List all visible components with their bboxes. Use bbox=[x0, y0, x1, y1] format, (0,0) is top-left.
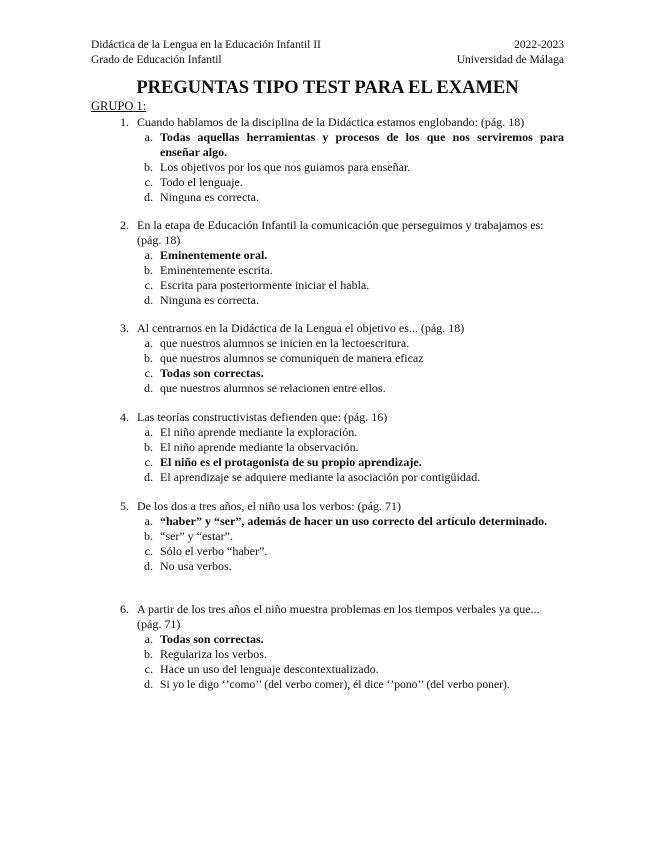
option-letter: c. bbox=[144, 278, 153, 292]
option-b bbox=[91, 263, 564, 278]
option-a bbox=[91, 336, 564, 351]
option-a bbox=[91, 632, 564, 647]
option-letter: d. bbox=[144, 381, 153, 395]
question-1 bbox=[91, 115, 564, 205]
question-number: 3. bbox=[120, 321, 129, 335]
option-text: El niño aprende mediante la exploración. bbox=[160, 425, 358, 439]
option-b bbox=[91, 160, 564, 175]
option-letter: c. bbox=[144, 662, 153, 676]
option-c bbox=[91, 544, 564, 559]
option-letter: b. bbox=[144, 529, 153, 543]
option-b bbox=[91, 647, 564, 662]
question-number: 1. bbox=[120, 115, 129, 129]
option-letter: c. bbox=[144, 544, 153, 558]
option-a bbox=[91, 248, 564, 263]
option-text: Hace un uso del lenguaje descontextualizado. bbox=[160, 662, 379, 676]
option-b bbox=[91, 351, 564, 366]
degree-name: Grado de Educación Infantil bbox=[91, 54, 222, 66]
option-d bbox=[91, 677, 564, 692]
question-number: 4. bbox=[120, 410, 129, 424]
option-d bbox=[91, 293, 564, 308]
option-c bbox=[91, 278, 564, 293]
option-letter: b. bbox=[144, 263, 153, 277]
option-letter: b. bbox=[144, 351, 153, 365]
question-number: 2. bbox=[120, 218, 129, 232]
header-line-2 bbox=[91, 53, 564, 68]
option-text: No usa verbos. bbox=[160, 559, 232, 573]
option-c bbox=[91, 662, 564, 677]
question-text: En la etapa de Educación Infantil la comunicación que perseguimos y trabajamos es: (pág. 18) bbox=[137, 218, 544, 247]
option-letter: c. bbox=[144, 366, 153, 380]
option-text: Los objetivos por los que nos guiamos para enseñar. bbox=[160, 160, 411, 174]
option-letter: d. bbox=[144, 677, 153, 691]
option-letter: a. bbox=[144, 425, 153, 439]
option-b bbox=[91, 440, 564, 455]
question-text: Las teorías constructivistas defienden que: (pág. 16) bbox=[137, 410, 388, 424]
option-letter: c. bbox=[144, 455, 153, 469]
course-title: Didáctica de la Lengua en la Educación Infantil II bbox=[91, 39, 321, 51]
option-letter: b. bbox=[144, 160, 153, 174]
option-letter: d. bbox=[144, 293, 153, 307]
option-text: que nuestros alumnos se comuniquen de manera eficaz bbox=[160, 351, 424, 365]
question-number: 5. bbox=[120, 499, 129, 513]
option-text: que nuestros alumnos se inicien en la lectoescritura. bbox=[160, 336, 410, 350]
option-letter: b. bbox=[144, 440, 153, 454]
option-text: Si yo le digo ‘’como’’ (del verbo comer), él dice ‘’pono’’ (del verbo poner). bbox=[160, 678, 510, 691]
option-d bbox=[91, 381, 564, 396]
option-d bbox=[91, 190, 564, 205]
question-text: Cuando hablamos de la disciplina de la Didáctica estamos englobando: (pág. 18) bbox=[137, 115, 525, 129]
option-letter: a. bbox=[144, 336, 153, 350]
option-letter: a. bbox=[144, 514, 153, 528]
option-c bbox=[91, 175, 564, 190]
question-4 bbox=[91, 410, 564, 485]
option-text: Eminentemente escrita. bbox=[160, 263, 273, 277]
option-text: El niño aprende mediante la observación. bbox=[160, 440, 359, 454]
academic-year: 2022-2023 bbox=[514, 39, 564, 51]
option-letter: a. bbox=[144, 632, 153, 646]
option-text: “ser” y “estar”. bbox=[160, 529, 233, 543]
option-letter: d. bbox=[144, 559, 153, 573]
question-number: 6. bbox=[120, 602, 129, 616]
option-letter: d. bbox=[144, 190, 153, 204]
option-letter: d. bbox=[144, 470, 153, 484]
option-text: Eminentemente oral. bbox=[160, 248, 268, 262]
option-text: Regulariza los verbos. bbox=[160, 647, 267, 661]
option-text: “haber” y “ser”, además de hacer un uso correcto del artículo determinado. bbox=[160, 514, 548, 528]
option-letter: b. bbox=[144, 647, 153, 661]
option-a bbox=[91, 514, 564, 529]
option-text: que nuestros alumnos se relacionen entre ellos. bbox=[160, 381, 386, 395]
option-text: El aprendizaje se adquiere mediante la asociación por contigüidad. bbox=[160, 470, 481, 484]
option-text: Ninguna es correcta. bbox=[160, 293, 259, 307]
option-text: Todas son correctas. bbox=[160, 632, 264, 646]
question-3 bbox=[91, 321, 564, 396]
question-5 bbox=[91, 499, 564, 574]
option-text: Sólo el verbo “haber”. bbox=[160, 544, 268, 558]
university-name: Universidad de Málaga bbox=[456, 54, 564, 66]
option-text: Ninguna es correcta. bbox=[160, 190, 259, 204]
option-c bbox=[91, 455, 564, 470]
option-c bbox=[91, 366, 564, 381]
page-title: PREGUNTAS TIPO TEST PARA EL EXAMEN bbox=[136, 78, 519, 98]
option-letter: a. bbox=[144, 130, 153, 144]
option-a bbox=[91, 425, 564, 440]
option-text: Todo el lenguaje. bbox=[160, 175, 243, 189]
group-label: GRUPO 1: bbox=[91, 99, 147, 113]
option-b bbox=[91, 529, 564, 544]
question-text: Al centrarnos en la Didáctica de la Lengua el objetivo es... (pág. 18) bbox=[137, 321, 465, 335]
option-text: El niño es el protagonista de su propio aprendizaje. bbox=[160, 455, 422, 469]
option-letter: c. bbox=[144, 175, 153, 189]
question-text: A partir de los tres años el niño muestra problemas en los tiempos verbales ya que... (pág. 71) bbox=[137, 602, 540, 631]
question-2 bbox=[91, 218, 564, 308]
header-line-1 bbox=[91, 38, 564, 53]
option-text: Todas aquellas herramientas y procesos de los que nos serviremos para enseñar algo. bbox=[160, 130, 564, 159]
option-letter: a. bbox=[144, 248, 153, 262]
question-6 bbox=[91, 602, 564, 692]
option-d bbox=[91, 559, 564, 574]
option-a bbox=[91, 130, 564, 160]
option-d bbox=[91, 470, 564, 485]
question-text: De los dos a tres años, el niño usa los verbos: (pág. 71) bbox=[137, 499, 401, 513]
option-text: Escrita para posteriormente iniciar el habla. bbox=[160, 278, 370, 292]
option-text: Todas son correctas. bbox=[160, 366, 264, 380]
